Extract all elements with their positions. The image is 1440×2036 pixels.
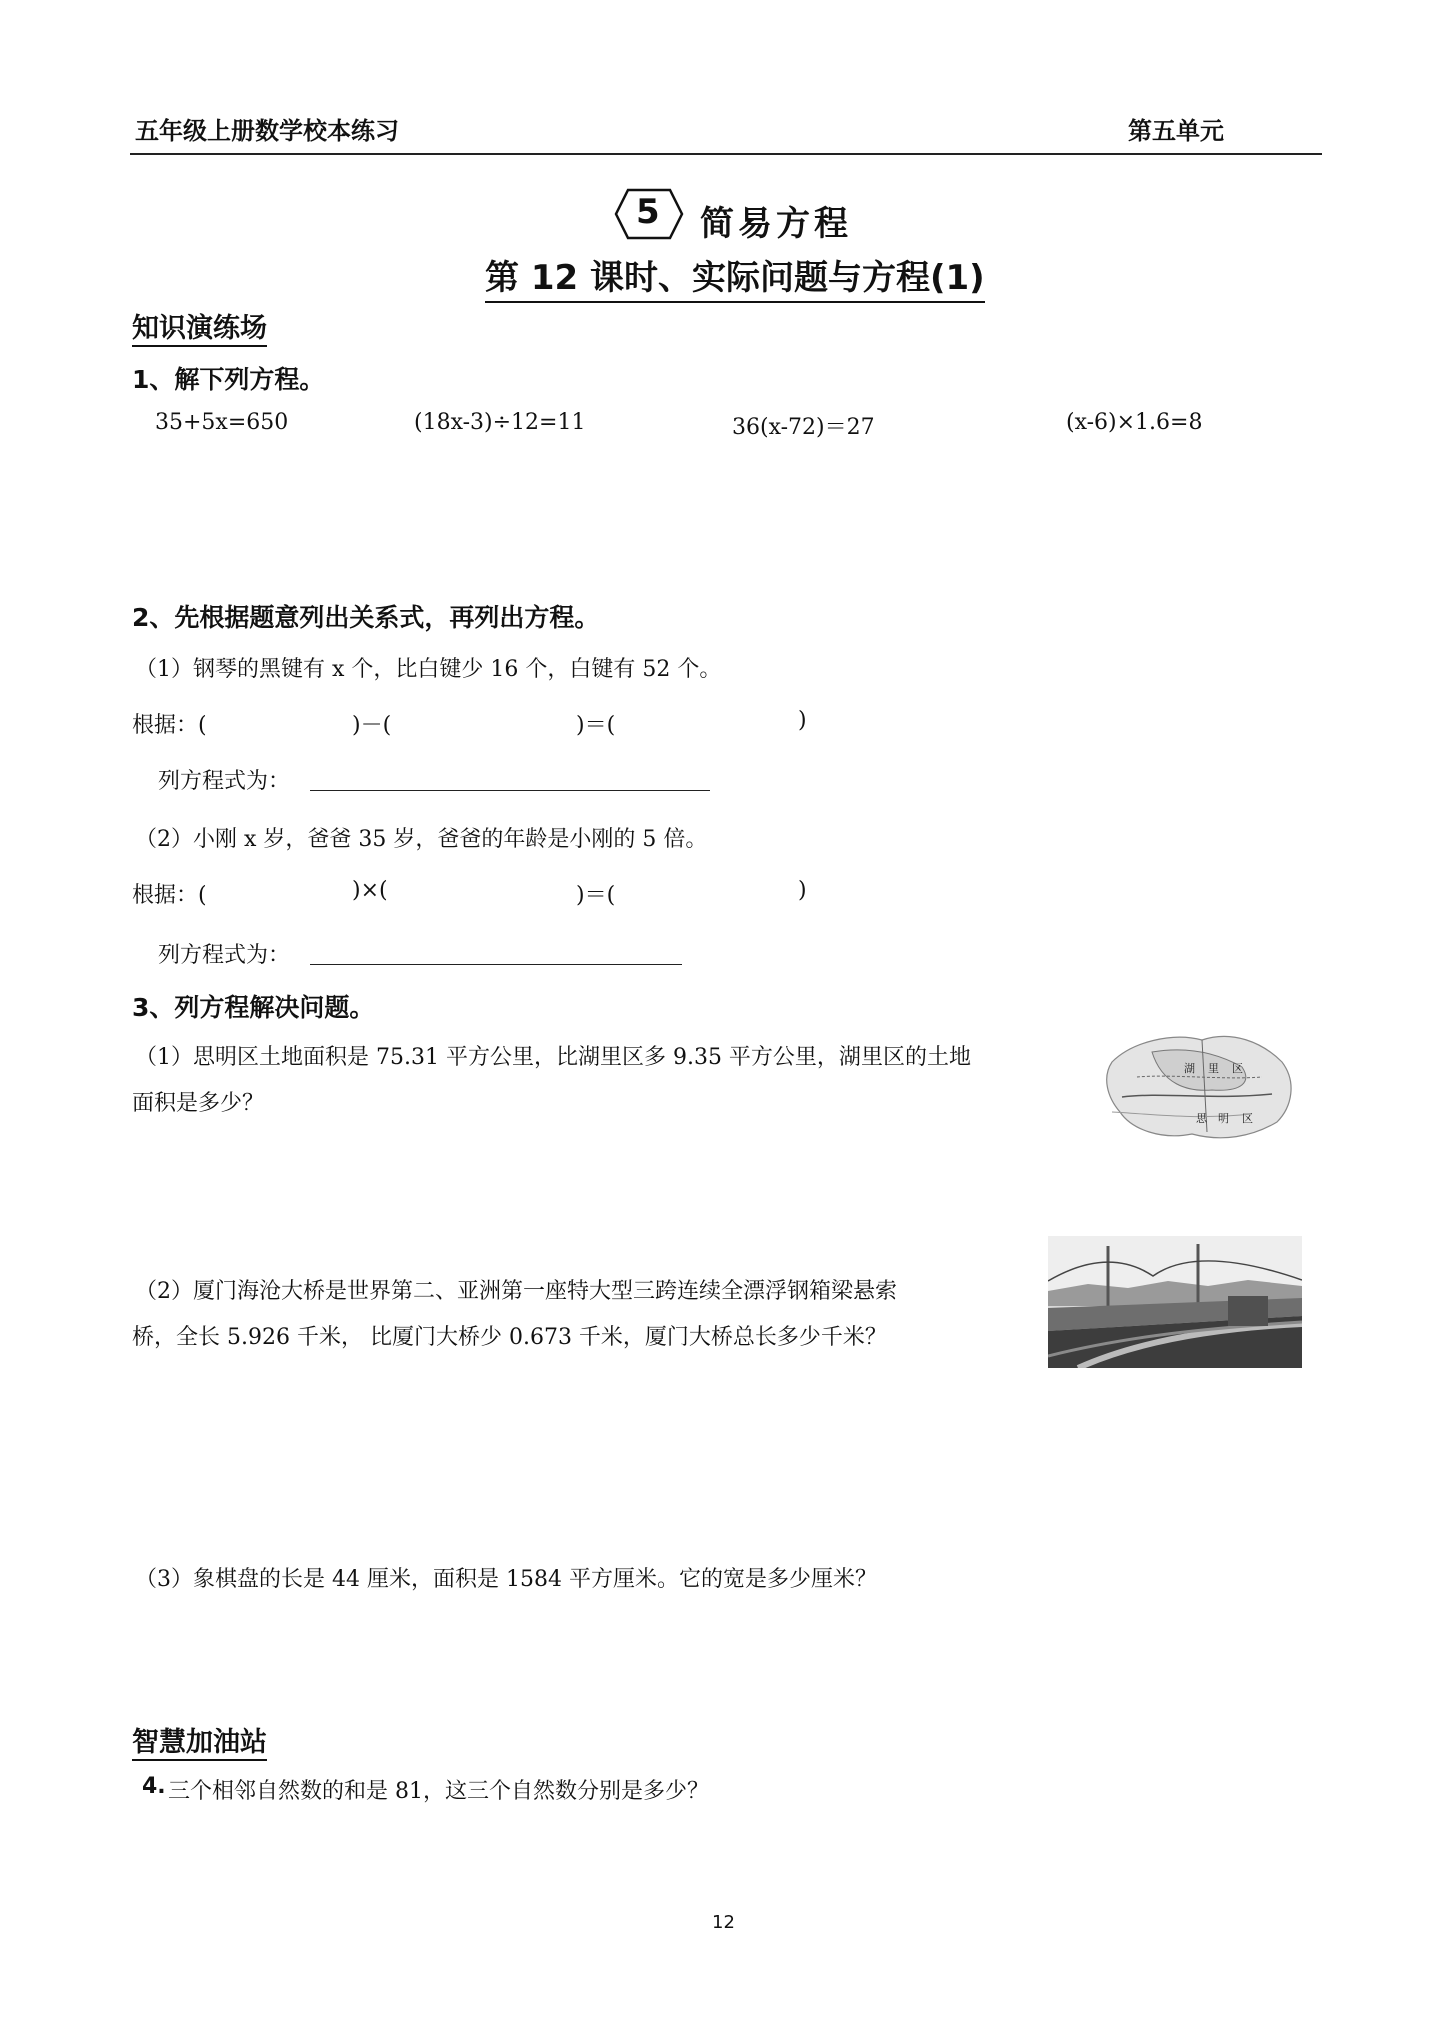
unit-number: 5 — [636, 192, 660, 232]
basis-1-operator-1: )－( — [352, 713, 392, 738]
header-title: 五年级上册数学校本练习 — [135, 117, 399, 145]
question-3-label: 3、列方程解决问题。 — [132, 993, 375, 1022]
map-label-si: 思 — [1196, 1112, 1207, 1125]
basis-2-close: ) — [798, 878, 807, 903]
basis-1-close: ) — [798, 708, 807, 733]
header-unit: 第五单元 — [1128, 117, 1224, 145]
answer-line-2[interactable] — [310, 944, 682, 965]
map-label-hu: 湖 — [1184, 1062, 1195, 1075]
equation-4: (x-6)×1.6=8 — [1066, 410, 1203, 435]
question-4-number: 4. — [142, 1774, 166, 1799]
question-2-part-2: （2）小刚 x 岁，爸爸 35 岁，爸爸的年龄是小刚的 5 倍。 — [135, 827, 708, 852]
question-3-part-2-line-2: 桥，全长 5.926 千米， 比厦门大桥少 0.673 千米，厦门大桥总长多少千米？ — [132, 1325, 887, 1350]
question-1-label: 1、解下列方程。 — [132, 365, 325, 394]
equation-1: 35+5x=650 — [155, 410, 289, 435]
question-3-part-1-line-2: 面积是多少？ — [132, 1091, 265, 1116]
basis-2-label: 根据：( — [132, 883, 207, 908]
bridge-photo-image — [1048, 1236, 1302, 1368]
section-heading-bonus: 智慧加油站 — [132, 1720, 267, 1761]
basis-2-operator-1: )×( — [352, 878, 388, 903]
basis-1-operator-2: )＝( — [576, 713, 616, 738]
equation-2-label: 列方程式为： — [158, 943, 291, 968]
question-2-label: 2、先根据题意列出关系式，再列出方程。 — [132, 603, 600, 632]
question-3-part-2-line-1: （2）厦门海沧大桥是世界第二、亚洲第一座特大型三跨连续全漂浮钢箱梁悬索 — [135, 1279, 897, 1304]
lesson-title: 第 12 课时、实际问题与方程(1) — [485, 250, 985, 303]
equation-3: 36(x-72)＝27 — [732, 415, 875, 440]
section-heading-practice: 知识演练场 — [132, 306, 267, 347]
map-label-li: 里 — [1208, 1062, 1219, 1075]
equation-1-label: 列方程式为： — [158, 769, 291, 794]
header-divider — [130, 153, 1322, 155]
map-label-ming: 明 — [1218, 1112, 1229, 1125]
district-map-image — [1092, 1022, 1304, 1152]
page-number: 12 — [712, 1912, 735, 1933]
question-4-text: 三个相邻自然数的和是 81，这三个自然数分别是多少？ — [168, 1779, 709, 1804]
question-3-part-3: （3）象棋盘的长是 44 厘米，面积是 1584 平方厘米。它的宽是多少厘米？ — [135, 1567, 877, 1592]
basis-1-label: 根据：( — [132, 713, 207, 738]
chapter-title: 简易方程 — [700, 204, 852, 244]
map-label-qu2: 区 — [1242, 1112, 1253, 1125]
equation-2: (18x-3)÷12=11 — [414, 410, 586, 435]
basis-2-operator-2: )＝( — [576, 883, 616, 908]
answer-line-1[interactable] — [310, 770, 710, 791]
question-3-part-1-line-1: （1）思明区土地面积是 75.31 平方公里，比湖里区多 9.35 平方公里，湖里区的土地 — [135, 1045, 971, 1070]
map-label-qu1: 区 — [1232, 1062, 1243, 1075]
question-2-part-1: （1）钢琴的黑键有 x 个，比白键少 16 个，白键有 52 个。 — [135, 657, 722, 682]
